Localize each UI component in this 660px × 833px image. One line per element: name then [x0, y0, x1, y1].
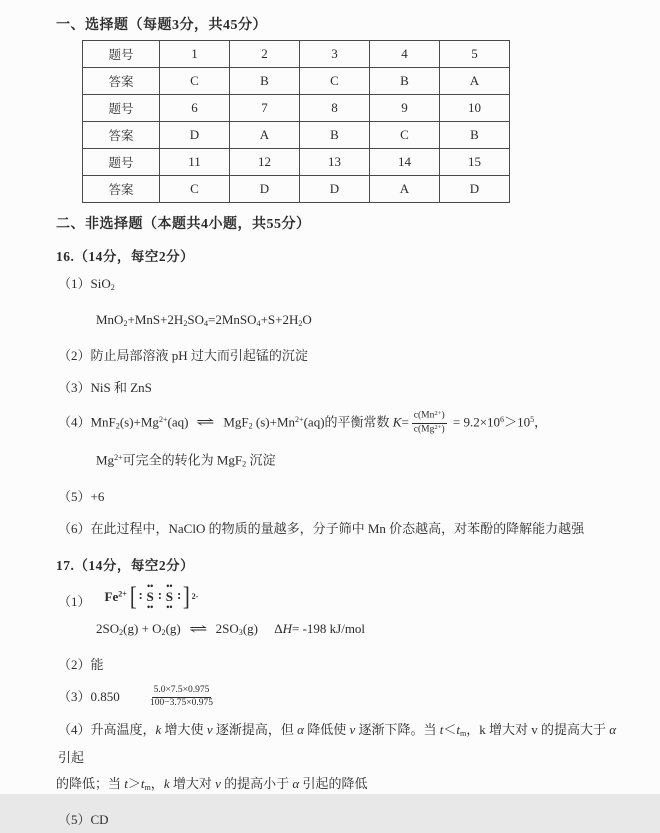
question-number-cell: 15 [440, 149, 510, 176]
question-number-cell: 12 [230, 149, 300, 176]
q16-answer-3: （3）NiS 和 ZnS [58, 380, 152, 395]
question-number-cell: 4 [370, 41, 440, 68]
answer-cell: C [160, 176, 230, 203]
right-bracket: ] [182, 581, 190, 611]
question-number-cell: 7 [230, 95, 300, 122]
row-label-cell: 题号 [83, 41, 160, 68]
q17-answer-3-value: （3）0.850 [58, 688, 120, 704]
fe-charge: 2+ [118, 589, 127, 599]
table-row [83, 176, 510, 203]
answer-cell: B [440, 122, 510, 149]
section2-title: 二、非选择题（本题共4小题，共55分） [56, 217, 311, 232]
q17-header: 17.（14分，每空2分） [56, 557, 195, 573]
answer-cell: D [230, 176, 300, 203]
q17-answer-2: （2）能 [58, 656, 104, 672]
answer-cell: C [300, 68, 370, 95]
q16-header: 16.（14分，每空2分） [56, 249, 195, 264]
question-number-cell: 11 [160, 149, 230, 176]
table-row [83, 41, 510, 68]
answer-cell: A [370, 176, 440, 203]
section1-title: 一、选择题（每题3分，共45分） [56, 18, 267, 33]
question-number-cell: 6 [160, 95, 230, 122]
answer-cell: C [370, 122, 440, 149]
q16-answer-6: （6）在此过程中，NaClO 的物质的量越多，分子筛中 Mn 价态越高，对苯酚的降解能力越强 [58, 520, 585, 536]
answer-cell: D [300, 176, 370, 203]
answer-cell: A [440, 68, 510, 95]
question-number-cell: 13 [300, 149, 370, 176]
bonding-pair-dots [157, 590, 163, 604]
q17-answer-4-line2: 的降低；当 $t>t_m$，k 增大对 v 的提高小于 α 引起的降低 [56, 776, 368, 793]
answer-cell: D [160, 122, 230, 149]
q16-answer-2: （2）防止局部溶液 pH 过大而引起锰的沉淀 [58, 348, 308, 363]
q16-answer-4-line2: $Mg^{2+}$可完全的转化为 MgF$_2$ 沉淀 [96, 452, 276, 469]
ion-charge: 2- [191, 592, 199, 602]
sulfur-atom: •• S •• [145, 589, 156, 605]
q17-answer-1-label: （1） [58, 593, 91, 609]
left-bracket: [ [129, 581, 137, 611]
q17-answer-1-equation: $2SO_2(g) + O_2(g)$ ⇌ $2SO_3(g)$ ΔH= -198 kJ/mol [96, 620, 366, 637]
table-row [83, 122, 510, 149]
row-label-cell: 题号 [83, 149, 160, 176]
q16-answer-4-line1: $(4)MnF_2(s)+Mg^{2+}(aq)$ ⇌ MgF$_2$ $(s)+Mn^{2+}(aq)$的平衡常数 K= $\frac{c(Mn^{2+})}{c(Mg^{2+})}$ = $9.2\times 10^6>10^5$， [58, 410, 548, 435]
answer-cell: A [230, 122, 300, 149]
q16-answer-1-equation: $MnO_2+MnS+2H_2SO_4=2MnSO_4+S+2H_2O$ [96, 312, 312, 328]
table-row [83, 68, 510, 95]
q17-answer-3 [56, 684, 624, 711]
question-number-cell: 3 [300, 41, 370, 68]
row-label-cell: 题号 [83, 95, 160, 122]
row-label-cell: 答案 [83, 176, 160, 203]
answer-cell: D [440, 176, 510, 203]
row-label-cell: 答案 [83, 68, 160, 95]
answers-table [82, 40, 510, 203]
question-number-cell: 5 [440, 41, 510, 68]
question-number-cell: 9 [370, 95, 440, 122]
fe-ion [105, 589, 127, 605]
sulfur-atom: •• S •• [164, 589, 175, 605]
q17-answer-3-fraction: $\frac{5.0\times 7.5\times 0.975}{100-3.75\times 0.975}$ [150, 685, 213, 709]
row-label-cell: 答案 [83, 122, 160, 149]
question-number-cell: 1 [160, 41, 230, 68]
q17-answer-4-line1: （4）升高温度，k 增大使 v 逐渐提高，但 α 降低使 v 逐渐下降。当 $t<t_m$，k 增大对 v 的提高大于 α 引起 [58, 722, 617, 766]
q16-answer-5: （5）+6 [58, 488, 105, 504]
table-row [83, 95, 510, 122]
q17-answer-1 [56, 581, 624, 611]
answer-cell: B [230, 68, 300, 95]
question-number-cell: 2 [230, 41, 300, 68]
lone-pair-dots [176, 590, 182, 604]
q16-answer-1: （1）SiO$_2$ [58, 276, 115, 292]
table-row [83, 149, 510, 176]
q17-answer-5: （5）CD [58, 812, 109, 828]
question-number-cell: 10 [440, 95, 510, 122]
answer-cell: B [370, 68, 440, 95]
question-number-cell: 14 [370, 149, 440, 176]
question-number-cell: 8 [300, 95, 370, 122]
lewis-structure [104, 581, 199, 611]
answer-cell: B [300, 122, 370, 149]
answer-cell: C [160, 68, 230, 95]
fe-symbol: Fe [104, 588, 119, 604]
lone-pair-dots [138, 590, 144, 604]
